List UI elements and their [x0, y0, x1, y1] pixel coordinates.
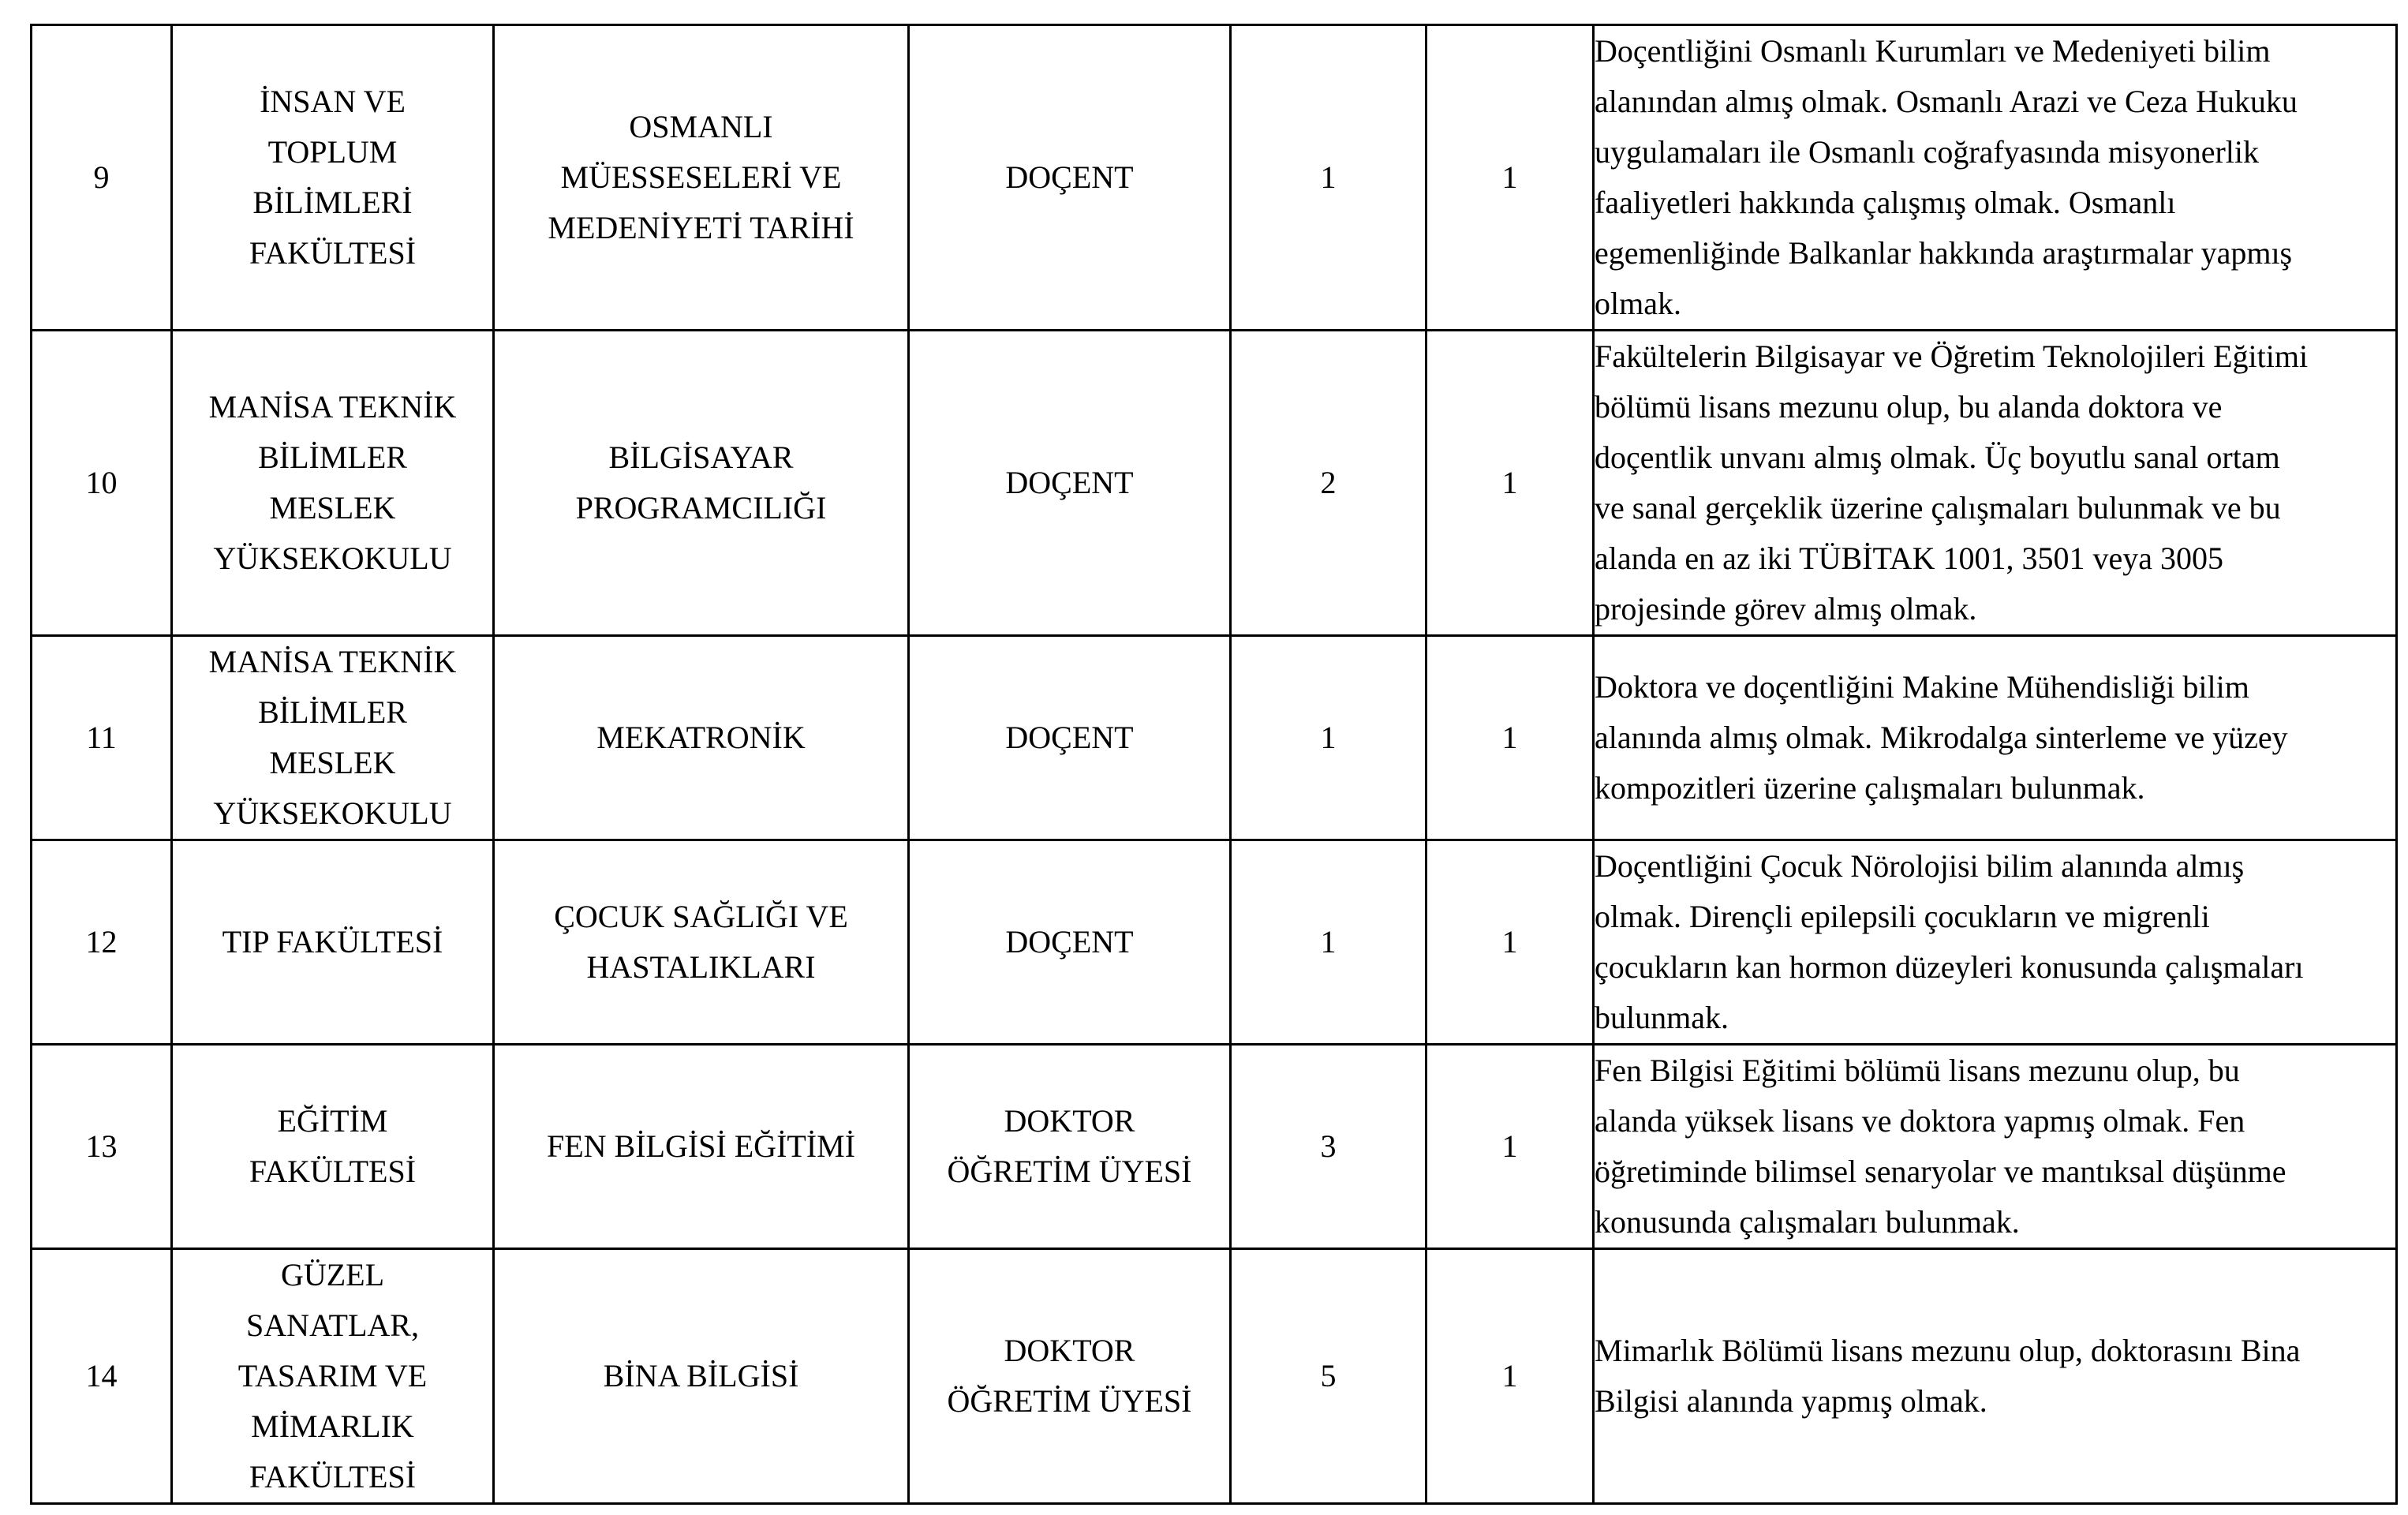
col5-value: 1	[1320, 720, 1337, 755]
col5-value: 3	[1320, 1128, 1337, 1164]
department-text-line: MÜESSESELERİ VE	[560, 159, 842, 195]
requirement-text-line: Bilgisi alanında yapmış olmak.	[1595, 1383, 1987, 1419]
column-6-count-cell	[1426, 636, 1594, 840]
faculty-text-line: İNSAN VE	[260, 84, 406, 119]
faculty-cell	[172, 331, 494, 636]
column-6-count-cell	[1426, 1045, 1594, 1249]
table-row	[32, 636, 2397, 840]
department-text-line: ÇOCUK SAĞLIĞI VE	[554, 899, 848, 934]
table-row	[32, 840, 2397, 1045]
requirement-text-line: bölümü lisans mezunu olup, bu alanda doktora ve	[1595, 389, 2223, 425]
column-5-count-cell	[1231, 1249, 1426, 1504]
requirements-cell	[1594, 1249, 2397, 1504]
column-5-count-cell	[1231, 25, 1426, 331]
requirement-text-line: faaliyetleri hakkında çalışmış olmak. Osmanlı	[1595, 185, 2176, 220]
faculty-text-line: BİLİMLERİ	[252, 185, 413, 220]
title-text-line: DOÇENT	[1005, 924, 1134, 960]
department-text-line: FEN BİLGİSİ EĞİTİMİ	[546, 1128, 856, 1164]
requirement-text-line: Doçentliğini Çocuk Nörolojisi bilim alanında almış	[1595, 848, 2245, 884]
requirements-cell	[1594, 840, 2397, 1045]
requirement-text-line: olmak. Dirençli epilepsili çocukların ve migrenli	[1595, 899, 2210, 934]
academic-title-cell	[909, 636, 1231, 840]
requirement-text-line: Fakültelerin Bilgisayar ve Öğretim Teknolojileri Eğitimi	[1595, 339, 2309, 374]
column-5-count-cell	[1231, 636, 1426, 840]
col6-value: 1	[1501, 924, 1518, 960]
requirement-text-line: uygulamaları ile Osmanlı coğrafyasında misyonerlik	[1595, 134, 2259, 170]
academic-title-cell	[909, 1249, 1231, 1504]
requirement-text-line: kompozitleri üzerine çalışmaları bulunmak.	[1595, 770, 2145, 806]
requirement-text-line: çocukların kan hormon düzeyleri konusunda çalışmaları	[1595, 949, 2304, 985]
column-5-count-cell	[1231, 1045, 1426, 1249]
no-value: 9	[93, 159, 110, 195]
requirement-text-line: alanda en az iki TÜBİTAK 1001, 3501 veya 3005	[1595, 541, 2223, 576]
col6-value: 1	[1501, 1128, 1518, 1164]
col6-value: 1	[1501, 465, 1518, 500]
requirement-text-line: Fen Bilgisi Eğitimi bölümü lisans mezunu olup, bu	[1595, 1053, 2240, 1088]
academic-title-cell	[909, 840, 1231, 1045]
row-number-cell	[32, 1045, 172, 1249]
department-cell	[494, 1045, 909, 1249]
requirements-cell	[1594, 636, 2397, 840]
requirements-cell	[1594, 25, 2397, 331]
row-number-cell	[32, 331, 172, 636]
column-5-count-cell	[1231, 331, 1426, 636]
faculty-text-line: MANİSA TEKNİK	[208, 644, 457, 679]
title-text-line: DOÇENT	[1005, 720, 1134, 755]
department-cell	[494, 331, 909, 636]
no-value: 12	[85, 924, 118, 960]
academic-positions-table	[30, 24, 2398, 1505]
academic-title-cell	[909, 25, 1231, 331]
col6-value: 1	[1501, 720, 1518, 755]
table-row	[32, 1045, 2397, 1249]
col5-value: 2	[1320, 465, 1337, 500]
table-row	[32, 331, 2397, 636]
col6-value: 1	[1501, 159, 1518, 195]
table-row	[32, 25, 2397, 331]
requirement-text-line: Mimarlık Bölümü lisans mezunu olup, doktorasını Bina	[1595, 1333, 2301, 1368]
department-cell	[494, 636, 909, 840]
requirement-text-line: ve sanal gerçeklik üzerine çalışmaları bulunmak ve bu	[1595, 490, 2281, 526]
column-6-count-cell	[1426, 1249, 1594, 1504]
faculty-text-line: TOPLUM	[267, 134, 398, 170]
faculty-text-line: TASARIM VE	[237, 1358, 428, 1393]
row-number-cell	[32, 25, 172, 331]
column-6-count-cell	[1426, 331, 1594, 636]
faculty-text-line: EĞİTİM	[277, 1103, 388, 1139]
title-text-line: ÖĞRETİM ÜYESİ	[947, 1154, 1192, 1189]
faculty-text-line: FAKÜLTESİ	[249, 235, 417, 271]
requirement-text-line: konusunda çalışmaları bulunmak.	[1595, 1204, 2020, 1240]
requirement-text-line: alanından almış olmak. Osmanlı Arazi ve Ceza Hukuku	[1595, 84, 2298, 119]
no-value: 13	[85, 1128, 118, 1164]
requirement-text-line: alanda yüksek lisans ve doktora yapmış olmak. Fen	[1595, 1103, 2245, 1139]
faculty-text-line: MANİSA TEKNİK	[208, 389, 457, 425]
requirement-text-line: Doçentliğini Osmanlı Kurumları ve Medeniyeti bilim	[1595, 33, 2271, 69]
academic-title-cell	[909, 331, 1231, 636]
faculty-text-line: FAKÜLTESİ	[249, 1154, 417, 1189]
faculty-text-line: MESLEK	[269, 745, 396, 780]
row-number-cell	[32, 840, 172, 1045]
row-number-cell	[32, 1249, 172, 1504]
table-row	[32, 1249, 2397, 1504]
faculty-text-line: BİLİMLER	[258, 440, 407, 475]
title-text-line: DOKTOR	[1004, 1333, 1135, 1368]
title-text-line: DOKTOR	[1004, 1103, 1135, 1139]
department-cell	[494, 1249, 909, 1504]
department-text-line: BİNA BİLGİSİ	[603, 1358, 799, 1393]
faculty-text-line: MİMARLIK	[251, 1408, 414, 1444]
col6-value: 1	[1501, 1358, 1518, 1393]
faculty-cell	[172, 636, 494, 840]
requirements-cell	[1594, 1045, 2397, 1249]
no-value: 14	[85, 1358, 118, 1393]
faculty-text-line: BİLİMLER	[258, 694, 407, 730]
faculty-text-line: GÜZEL	[280, 1257, 385, 1292]
requirement-text-line: bulunmak.	[1595, 1000, 1729, 1035]
title-text-line: DOÇENT	[1005, 465, 1134, 500]
faculty-text-line: MESLEK	[269, 490, 396, 526]
department-text-line: MEKATRONİK	[596, 720, 806, 755]
requirement-text-line: olmak.	[1595, 286, 1681, 321]
no-value: 11	[86, 720, 117, 755]
department-text-line: MEDENİYETİ TARİHİ	[548, 210, 854, 245]
department-cell	[494, 840, 909, 1045]
requirement-text-line: projesinde görev almış olmak.	[1595, 591, 1977, 627]
title-text-line: DOÇENT	[1005, 159, 1134, 195]
requirement-text-line: egemenliğinde Balkanlar hakkında araştırmalar yapmış	[1595, 235, 2293, 271]
requirement-text-line: alanında almış olmak. Mikrodalga sinterleme ve yüzey	[1595, 720, 2288, 755]
department-text-line: HASTALIKLARI	[586, 949, 816, 985]
department-text-line: OSMANLI	[629, 109, 773, 144]
no-value: 10	[85, 465, 118, 500]
column-5-count-cell	[1231, 840, 1426, 1045]
col5-value: 1	[1320, 159, 1337, 195]
faculty-cell	[172, 1045, 494, 1249]
requirement-text-line: doçentlik unvanı almış olmak. Üç boyutlu sanal ortam	[1595, 440, 2280, 475]
faculty-text-line: YÜKSEKOKULU	[213, 795, 452, 831]
department-cell	[494, 25, 909, 331]
faculty-text-line: TIP FAKÜLTESİ	[222, 924, 443, 960]
requirement-text-line: Doktora ve doçentliğini Makine Mühendisliği bilim	[1595, 669, 2249, 705]
faculty-cell	[172, 840, 494, 1045]
requirement-text-line: öğretiminde bilimsel senaryolar ve mantıksal düşünme	[1595, 1154, 2286, 1189]
faculty-cell	[172, 25, 494, 331]
academic-title-cell	[909, 1045, 1231, 1249]
faculty-text-line: SANATLAR,	[246, 1307, 419, 1343]
department-text-line: BİLGİSAYAR	[608, 440, 794, 475]
column-6-count-cell	[1426, 25, 1594, 331]
faculty-text-line: FAKÜLTESİ	[249, 1459, 417, 1494]
faculty-cell	[172, 1249, 494, 1504]
col5-value: 1	[1320, 924, 1337, 960]
column-6-count-cell	[1426, 840, 1594, 1045]
col5-value: 5	[1320, 1358, 1337, 1393]
faculty-text-line: YÜKSEKOKULU	[213, 541, 452, 576]
title-text-line: ÖĞRETİM ÜYESİ	[947, 1383, 1192, 1419]
requirements-cell	[1594, 331, 2397, 636]
row-number-cell	[32, 636, 172, 840]
department-text-line: PROGRAMCILIĞI	[575, 490, 827, 526]
